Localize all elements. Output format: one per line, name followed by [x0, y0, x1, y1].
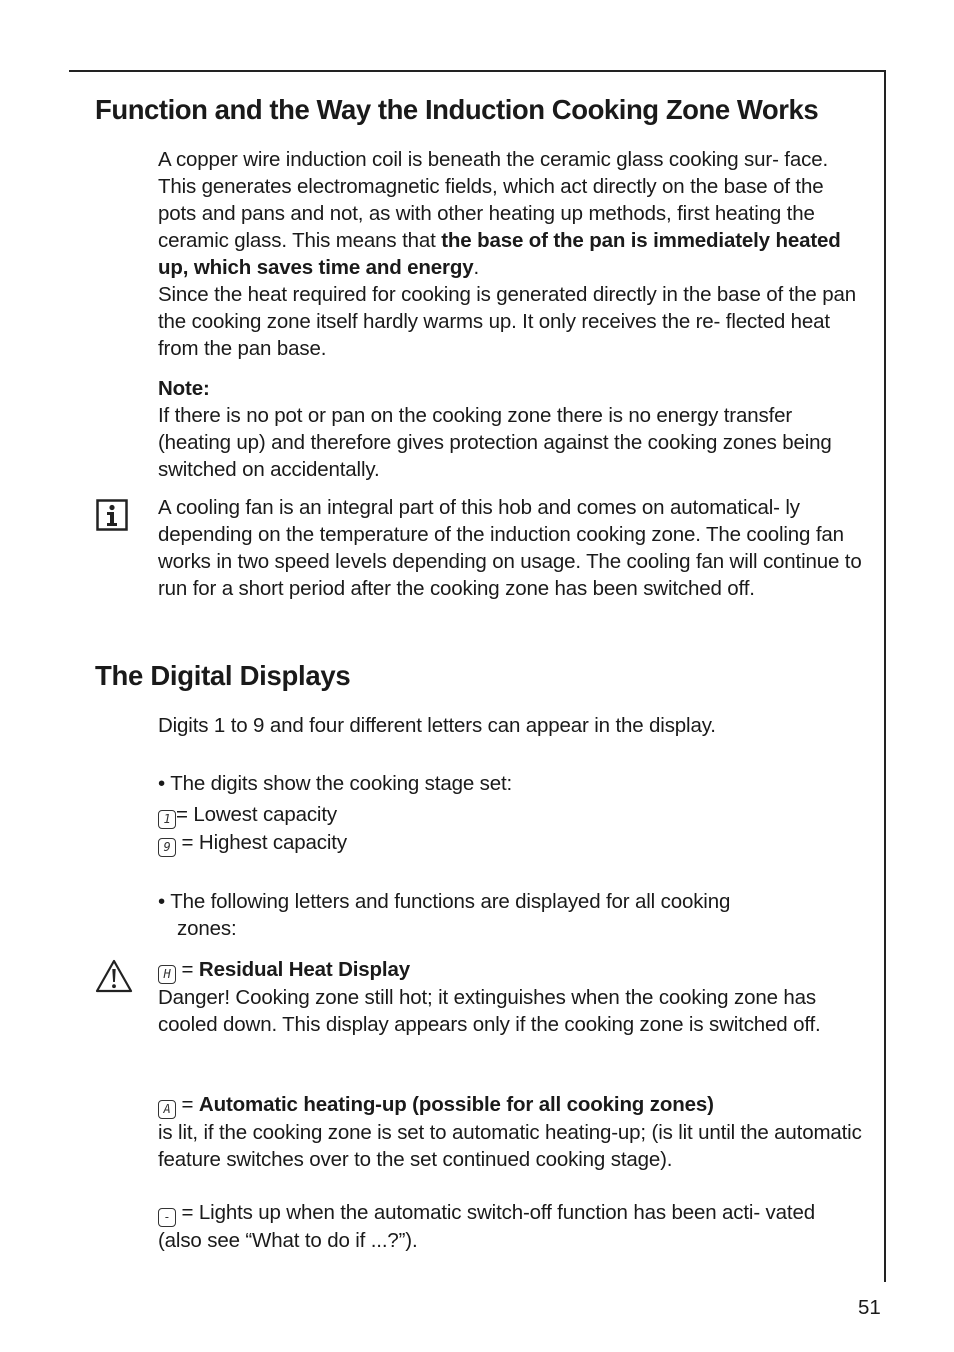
induction-p1: A copper wire induction coil is beneath the ceramic glass cooking sur- face. This generates electromagnetic fields, which act directly on the base of the pots and pans and not, as with other heating up methods, first heating the ceramic glass. This means that the base of the pan is immediately heated up, which saves time and energy. — [158, 148, 841, 279]
induction-paragraph — [158, 146, 863, 362]
section-title-displays: The Digital Displays — [95, 660, 351, 691]
induction-p2: Since the heat required for cooking is generated directly in the base of the pan the cooking zone itself hardly warms up. It only receives the re- flected heat from the pan base. — [158, 283, 856, 360]
digit-low-row: 1 = Lowest capacity — [158, 801, 863, 829]
residual-heat-heading: H = Residual Heat Display — [158, 956, 863, 984]
auto-heating-text: is lit, if the cooking zone is set to automatic heating-up; (is lit until the automatic feature switches over to the set continued cooking stage). — [158, 1121, 862, 1171]
page-number: 51 — [858, 1296, 881, 1319]
section-title-induction: Function and the Way the Induction Cooking Zone Works — [95, 94, 819, 125]
note-label: Note: — [158, 377, 210, 400]
info-icon — [96, 499, 128, 531]
bullet-digits: • The digits show the cooking stage set: — [158, 772, 513, 795]
letters-bullet: • The following letters and functions are displayed for all cooking zones: — [158, 890, 731, 940]
dash-symbol: - — [158, 1208, 176, 1227]
residual-heat-text: Danger! Cooking zone still hot; it extinguishes when the cooking zone has cooled down. This display appears only if the cooking zone is switched off. — [158, 986, 821, 1036]
switch-off-block: - = Lights up when the automatic switch-off function has been acti- vated (also see “What to do if ...?”). — [158, 1201, 821, 1252]
a-symbol: A — [158, 1100, 176, 1119]
auto-heating-heading: A = Automatic heating-up (possible for all cooking zones) — [158, 1091, 863, 1119]
displays-intro: Digits 1 to 9 and four different letters can appear in the display. — [158, 714, 716, 737]
top-rule — [69, 70, 886, 72]
note-text: If there is no pot or pan on the cooking zone there is no energy transfer (heating up) and therefore gives protection against the cooking zones being switched on accidentally. — [158, 404, 832, 481]
digit-1-symbol: 1 — [158, 810, 176, 829]
warning-icon — [94, 958, 134, 994]
digit-high-row: 9 = Highest capacity — [158, 829, 863, 857]
cooling-fan-paragraph: A cooling fan is an integral part of this hob and comes on automatical- ly depending on the temperature of the induction cooking zone. The cooling fan works in two speed levels depending on usage. The cooling fan will continue to run for a short period after the cooking zone has been switched off. — [158, 496, 862, 600]
auto-heating-block — [158, 1091, 863, 1173]
digit-9-symbol: 9 — [158, 838, 176, 857]
note-block — [158, 375, 863, 483]
residual-heat-block — [158, 956, 863, 1038]
digits-list — [158, 770, 863, 857]
induction-p1-bold: the base of the pan is immediately heated up, which saves time and energy — [158, 229, 841, 279]
h-symbol: H — [158, 965, 176, 984]
right-rule — [884, 70, 886, 1282]
